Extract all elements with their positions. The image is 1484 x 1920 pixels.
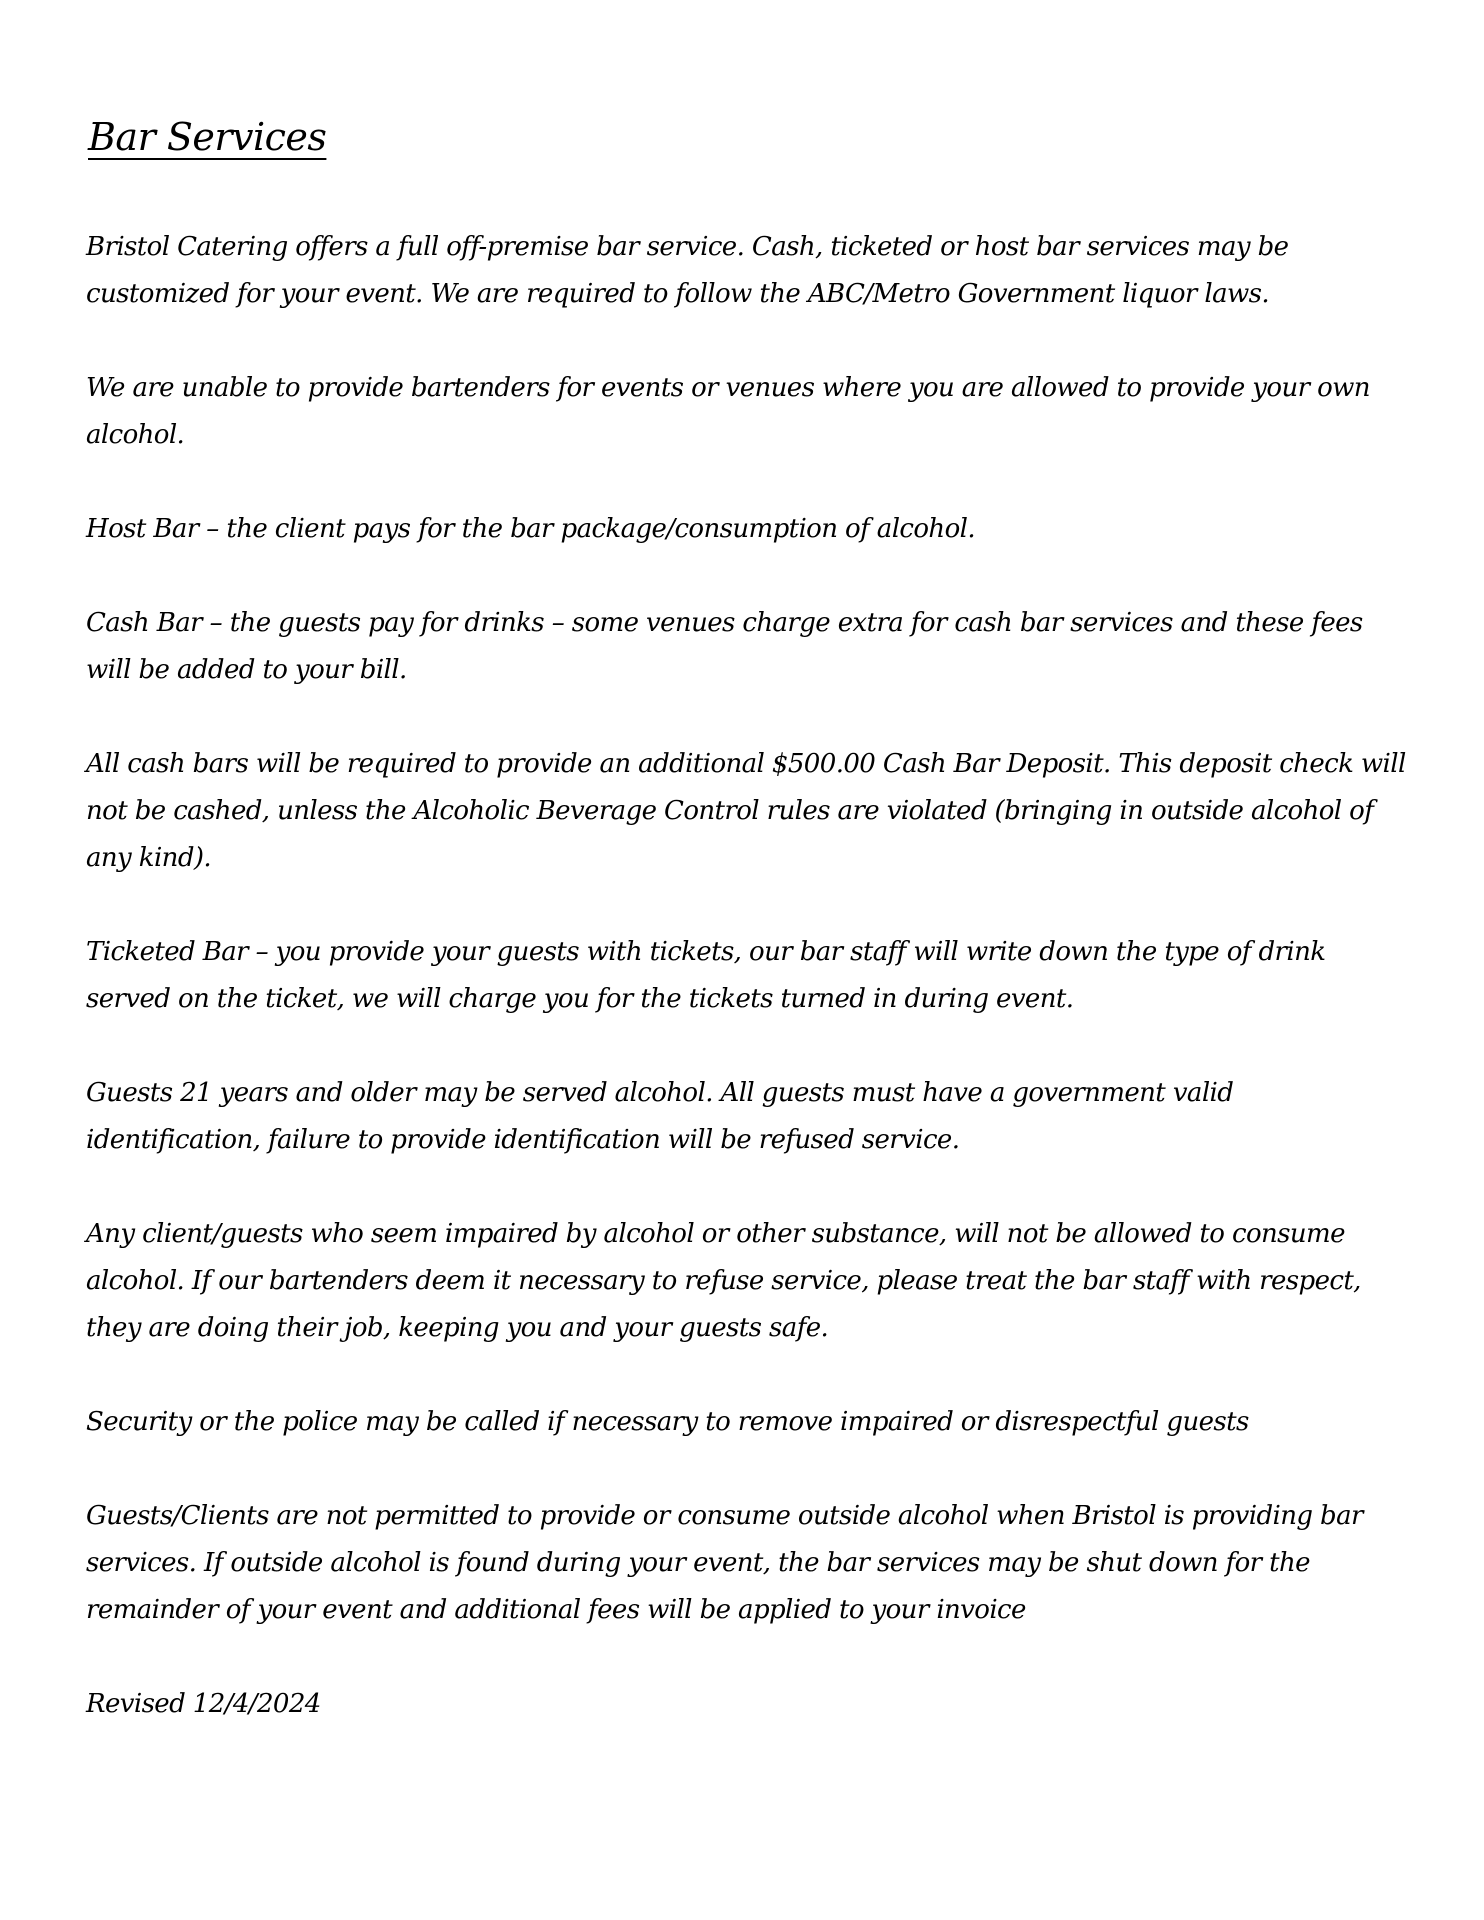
paragraph-age-requirement: Guests 21 years and older may be served alcohol. All guests must have a government valid identification, failure to provide identification will be refused service. [86,1078,1234,1155]
revised-date: Revised 12/4/2024 [86,1689,321,1719]
paragraph-cash-bar-deposit: All cash bars will be required to provide an additional $500.00 Cash Bar Deposit. This deposit check will not be cashed, unless the Alcoholic Beverage Control rules are violated (bringing in outside alcohol of any kind). [86,749,1406,873]
page-title: Bar Services [88,115,327,159]
paragraph-cash-bar: Cash Bar – the guests pay for drinks – some venues charge extra for cash bar services and these fees will be added to your bill. [86,608,1363,685]
paragraph-outside-alcohol: Guests/Clients are not permitted to provide or consume outside alcohol when Bristol is providing bar services. If outside alcohol is found during your event, the bar services may be shut down for the remainder of your event and additional fees will be applied to your invoice [86,1501,1363,1625]
paragraph-host-bar: Host Bar – the client pays for the bar package/consumption of alcohol. [86,514,975,544]
paragraph-impaired-guests: Any client/guests who seem impaired by alcohol or other substance, will not be allowed to consume alcohol. If our bartenders deem it necessary to refuse service, please treat the bar staff with respect, they are doing their job, keeping you and your guests safe. [86,1219,1361,1343]
paragraph-security: Security or the police may be called if necessary to remove impaired or disrespectful guests [86,1407,1249,1437]
paragraph-bartenders: We are unable to provide bartenders for events or venues where you are allowed to provide your own alcohol. [86,373,1370,450]
paragraph-ticketed-bar: Ticketed Bar – you provide your guests with tickets, our bar staff will write down the type of drink served on the ticket, we will charge you for the tickets turned in during event. [86,937,1326,1014]
paragraph-intro: Bristol Catering offers a full off-premise bar service. Cash, ticketed or host bar services may be customized for your event. We are required to follow the ABC/Metro Government liquor laws. [86,232,1289,309]
